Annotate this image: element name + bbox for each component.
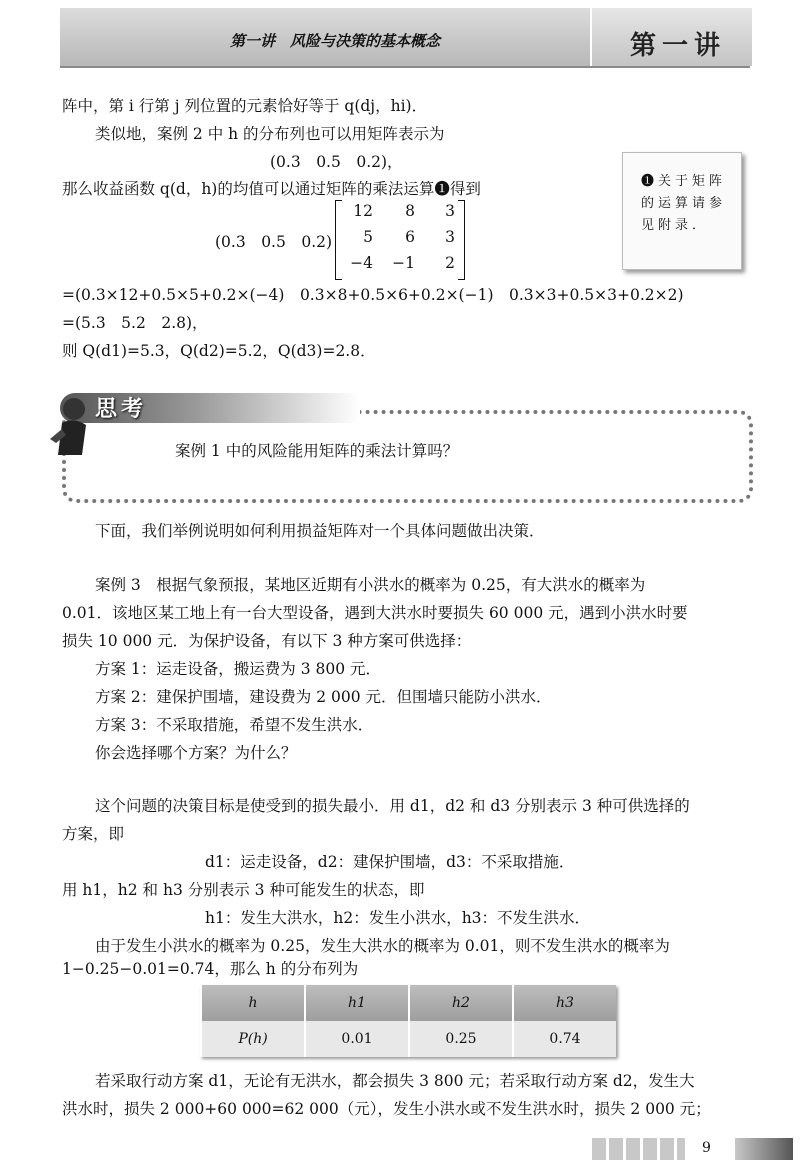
option-1: 方案 1：运走设备，搬运费为 3 800 元． [95, 660, 382, 678]
table-cell: h [201, 985, 305, 1021]
table-cell: 0.25 [409, 1021, 513, 1057]
matrix-cell: 3 [445, 228, 455, 246]
matrix-cell: 12 [353, 202, 373, 220]
option-2: 方案 2：建保护围墙，建设费为 2 000 元．但围墙只能防小洪水． [95, 688, 552, 706]
matrix-cell: 6 [405, 228, 415, 246]
footer-bar-right [735, 1138, 793, 1160]
matrix-right-bracket [458, 200, 465, 280]
text-line: d1：运走设备，d2：建保护围墙，d3：不采取措施． [205, 853, 575, 871]
text-line: 1−0.25−0.01=0.74，那么 h 的分布列为 [62, 960, 359, 978]
chapter-tab-label: 第一讲 [630, 31, 727, 61]
text-line: 方案，即 [62, 825, 125, 843]
text-line: 由于发生小洪水的概率为 0.25，发生大洪水的概率为 0.01，则不发生洪水的概率为 [95, 937, 670, 955]
matrix-cell: 2 [445, 254, 455, 272]
matrix-cell: 5 [363, 228, 373, 246]
table-row [201, 1021, 616, 1057]
payoff-matrix [335, 200, 465, 280]
chapter-title: 第一讲 风险与决策的基本概念 [230, 32, 441, 50]
matrix-cell: 3 [445, 202, 455, 220]
case-text: 0.01．该地区某工地上有一台大型设备，遇到大洪水时要损失 60 000 元，遇到小洪水时要 [62, 604, 688, 622]
distribution-table [200, 985, 616, 1057]
text-line: 阵中，第 i 行第 j 列位置的元素恰好等于 q(dj，hi)． [62, 97, 428, 115]
table-cell: h3 [513, 985, 616, 1021]
text-line: =(0.3×12+0.5×5+0.2×(−4) 0.3×8+0.5×6+0.2×(−1) 0.3×3+0.5×3+0.2×2) [62, 286, 684, 304]
text-line: 那么收益函数 q(d，h)的均值可以通过矩阵的乘法运算❶得到 [62, 180, 481, 198]
side-note [622, 152, 742, 270]
table-cell: h2 [409, 985, 513, 1021]
text-line: 洪水时，损失 2 000+60 000=62 000（元），发生小洪水或不发生洪水时，损失 2 000 元； [62, 1100, 711, 1118]
option-3: 方案 3：不采取措施，希望不发生洪水． [95, 716, 374, 734]
page-number: 9 [702, 1140, 711, 1156]
text-line: (0.3 0.5 0.2)， [270, 153, 403, 171]
text-line: 下面，我们举例说明如何利用损益矩阵对一个具体问题做出决策． [95, 522, 545, 540]
case-text: 损失 10 000 元．为保护设备，有以下 3 种方案可供选择： [62, 632, 472, 650]
text-line: =(5.3 5.2 2.8)， [62, 314, 208, 332]
case-question: 你会选择哪个方案？为什么？ [95, 744, 297, 762]
text-line: 则 Q(d1)=5.3，Q(d2)=5.2，Q(d3)=2.8． [62, 342, 376, 360]
text-line: h1：发生大洪水，h2：发生小洪水，h3：不发生洪水． [205, 909, 591, 927]
side-note-text: ❶关于矩阵的运算请参见附录． [641, 174, 727, 233]
table-cell: 0.74 [513, 1021, 616, 1057]
table-cell: P(h) [201, 1021, 305, 1057]
table-cell: 0.01 [305, 1021, 409, 1057]
case-text: 案例 3 根据气象预报，某地区近期有小洪水的概率为 0.25，有大洪水的概率为 [95, 576, 646, 594]
matrix-cell: −1 [392, 254, 415, 272]
matrix-cell: −4 [350, 254, 373, 272]
text-line: 类似地，案例 2 中 h 的分布列也可以用矩阵表示为 [95, 125, 445, 143]
table-header-row [201, 985, 616, 1021]
text-line: 这个问题的决策目标是使受到的损失最小．用 d1，d2 和 d3 分别表示 3 种可供选择的 [95, 797, 690, 815]
text-line: 若采取行动方案 d1，无论有无洪水，都会损失 3 800 元；若采取行动方案 d2，发生大 [95, 1072, 695, 1090]
matrix-cell: 8 [405, 202, 415, 220]
thinking-figure-icon [48, 395, 92, 455]
think-question: 案例 1 中的风险能用矩阵的乘法计算吗？ [175, 442, 459, 460]
table-cell: h1 [305, 985, 409, 1021]
think-label: 思考 [95, 397, 148, 422]
footer-bar [592, 1138, 685, 1160]
text-line: 用 h1，h2 和 h3 分别表示 3 种可能发生的状态，即 [62, 881, 425, 899]
row-vector: (0.3 0.5 0.2) [215, 233, 333, 251]
